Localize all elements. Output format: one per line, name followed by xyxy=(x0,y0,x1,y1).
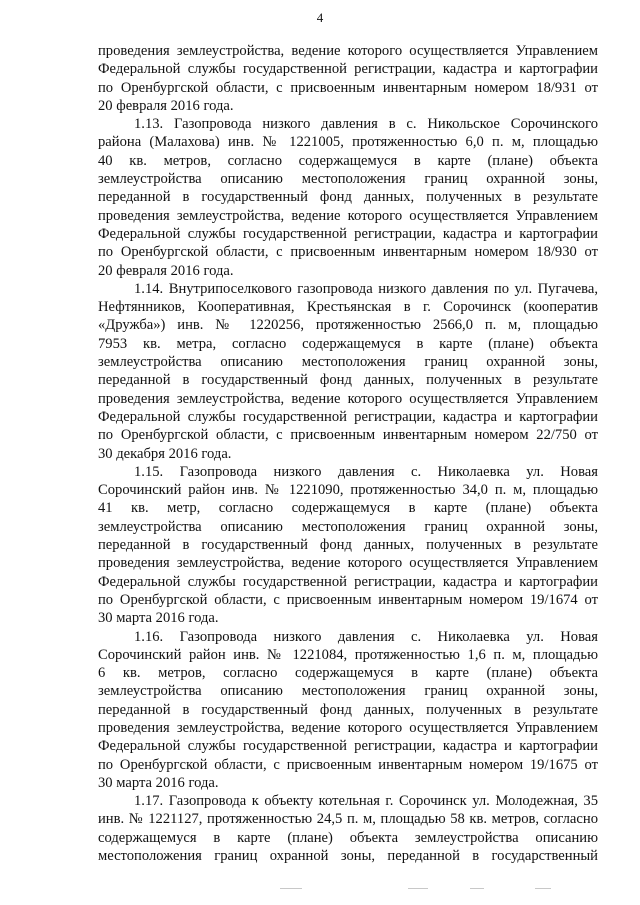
text-line: переданной в государственный фонд данных, полученных в результате xyxy=(98,189,598,206)
text-line: Сорочинский район инв. № 1221084, протяженностью 1,6 п. м, площадью xyxy=(98,646,598,663)
text-line: по Оренбургской области, с присвоенным инвентарным номером 19/1674 от xyxy=(98,591,598,608)
text-line: переданной в государственный фонд данных, полученных в результате xyxy=(98,701,598,718)
text-line: по Оренбургской области, с присвоенным инвентарным номером 22/750 от xyxy=(98,427,598,444)
text-line: переданной в государственный фонд данных, полученных в результате xyxy=(98,372,598,389)
text-line: Федеральной службы государственной регистрации, кадастра и картографии xyxy=(98,738,598,755)
text-line: 40 кв. метров, согласно содержащемуся в карте (плане) объекта xyxy=(98,152,598,169)
paragraph-1-13-start: 1.13. Газопровода низкого давления в с. Никольское Сорочинского xyxy=(134,116,598,133)
text-line: проведения землеустройства, ведение которого осуществляется Управлением xyxy=(98,43,598,59)
text-line: землеустройства описанию местоположения границ охранной зоны, xyxy=(98,171,598,188)
text-line: 6 кв. метров, согласно содержащемуся в карте (плане) объекта xyxy=(98,665,598,682)
text-line: по Оренбургской области, с присвоенным инвентарным номером 19/1675 от xyxy=(98,756,598,773)
text-line: по Оренбургской области, с присвоенным инвентарным номером 18/930 от xyxy=(98,244,598,261)
paragraph-1-17-start: 1.17. Газопровода к объекту котельная г. Сорочинск ул. Молодежная, 35 xyxy=(134,793,598,810)
text-line: содержащемуся в карте (плане) объекта землеустройства описанию xyxy=(98,829,598,846)
text-line: проведения землеустройства, ведение которого осуществляется Управлением xyxy=(98,390,598,407)
text-line: Федеральной службы государственной регистрации, кадастра и картографии xyxy=(98,225,598,242)
text-line: переданной в государственный фонд данных, полученных в результате xyxy=(98,537,598,554)
document-body xyxy=(98,42,598,865)
paragraph-1-15-start: 1.15. Газопровода низкого давления с. Николаевка ул. Новая xyxy=(134,463,598,480)
text-line: проведения землеустройства, ведение которого осуществляется Управлением xyxy=(98,555,598,572)
text-line: 30 марта 2016 года. xyxy=(98,774,219,791)
text-line: землеустройства описанию местоположения границ охранной зоны, xyxy=(98,518,598,535)
text-line: Сорочинский район инв. № 1221090, протяженностью 34,0 п. м, площадью xyxy=(98,482,598,499)
paragraph-1-16-start: 1.16. Газопровода низкого давления с. Николаевка ул. Новая xyxy=(134,628,598,645)
text-line: 20 февраля 2016 года. xyxy=(98,97,234,114)
paragraph-1-14-start: 1.14. Внутрипоселкового газопровода низкого давления по ул. Пугачева, xyxy=(134,280,598,297)
text-line: местоположения границ охранной зоны, переданной в государственный xyxy=(98,848,598,865)
scan-footer-marks xyxy=(280,888,600,892)
text-line: Федеральной службы государственной регистрации, кадастра и картографии xyxy=(98,408,598,425)
text-line: Федеральной службы государственной регистрации, кадастра и картографии xyxy=(98,61,598,78)
text-line: района (Малахова) инв. № 1221005, протяженностью 6,0 п. м, площадью xyxy=(98,134,598,151)
text-line: Федеральной службы государственной регистрации, кадастра и картографии xyxy=(98,573,598,590)
page-number: 4 xyxy=(316,10,324,25)
text-line: 20 февраля 2016 года. xyxy=(98,262,234,279)
text-line: инв. № 1221127, протяженностью 24,5 п. м, площадью 58 кв. метров, согласно xyxy=(98,811,598,828)
text-line: землеустройства описанию местоположения границ охранной зоны, xyxy=(98,354,598,371)
text-line: землеустройства описанию местоположения границ охранной зоны, xyxy=(98,683,598,700)
text-line: по Оренбургской области, с присвоенным инвентарным номером 18/931 от xyxy=(98,79,598,96)
text-line: 30 декабря 2016 года. xyxy=(98,445,232,462)
text-line: 41 кв. метр, согласно содержащемуся в карте (плане) объекта xyxy=(98,500,598,517)
text-line: Нефтянников, Кооперативная, Крестьянская в г. Сорочинск (кооператив xyxy=(98,299,598,316)
text-line: 7953 кв. метра, согласно содержащемуся в карте (плане) объекта xyxy=(98,335,598,352)
text-line: 30 марта 2016 года. xyxy=(98,610,219,627)
text-line: проведения землеустройства, ведение которого осуществляется Управлением xyxy=(98,719,598,736)
text-line: проведения землеустройства, ведение которого осуществляется Управлением xyxy=(98,207,598,224)
text-line: «Дружба») инв. № 1220256, протяженностью 2566,0 п. м, площадью xyxy=(98,317,598,334)
